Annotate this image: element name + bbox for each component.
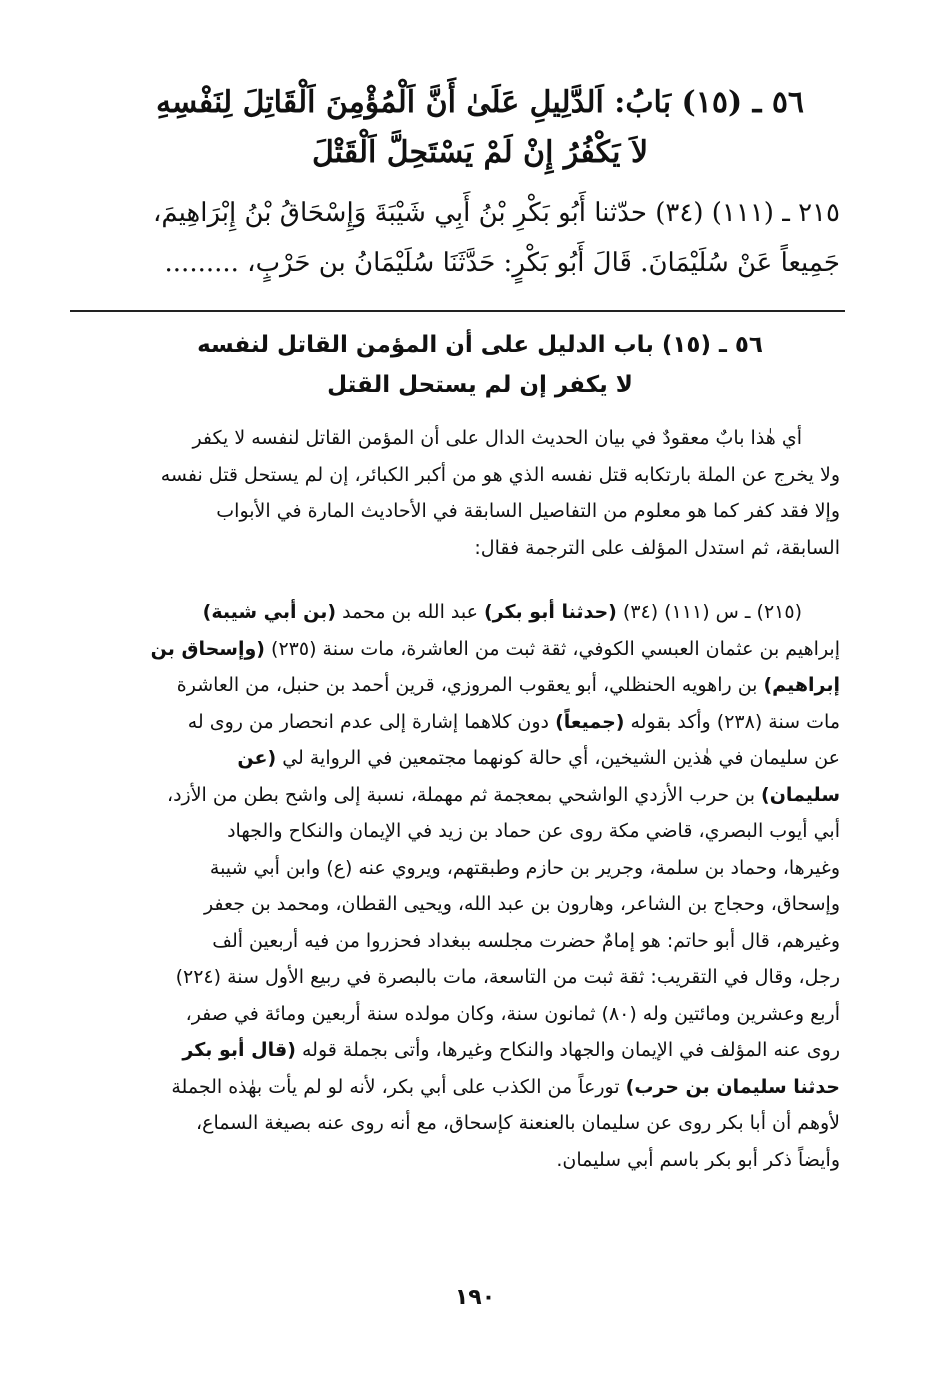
paragraph-line: وإلا فقد كفر كما هو معلوم من التفاصيل السابقة في الأحاديث المارة في الأبواب: [216, 500, 840, 522]
bold-quote: (عن: [237, 747, 277, 769]
paragraph-line: أي هٰذا بابٌ معقودٌ في بيان الحديث الدال على أن المؤمن القاتل لنفسه لا يكفر: [192, 427, 802, 449]
text-run: دون كلاهما إشارة إلى عدم انحصار من روى له: [187, 710, 556, 733]
paragraph-line: لأوهم أن أبا بكر روى عن سليمان بالعنعنة كإسحاق، مع أنه روى عنه بصيغة السماع،: [196, 1112, 840, 1134]
text-run: (٢١٥) ـ س (١١١) (٣٤): [616, 601, 802, 623]
bold-quote: سليمان): [761, 783, 840, 806]
paragraph-line: أبي أيوب البصري، قاضي مكة روى عن حماد بن زيد في الإيمان والنكاح والجهاد: [227, 820, 840, 842]
bold-quote: (بن أبي شيبة): [202, 601, 337, 623]
bold-quote: (قال أبو بكر: [182, 1039, 296, 1061]
paragraph-line: [70, 740, 840, 777]
paragraph-line: [70, 777, 840, 814]
paragraph-line: رجل، وقال في التقريب: ثقة ثبت من التاسعة، مات بالبصرة في ربيع الأول سنة (٢٢٤): [175, 966, 840, 988]
chapter-heading: [70, 78, 890, 178]
paragraph-line: وغيرها، وحماد بن سلمة، وجرير بن حازم وطبقتهم، ويروي عنه (ع) وابن أبي شيبة: [209, 856, 840, 879]
bold-quote: (وإسحاق بن: [150, 637, 265, 660]
commentary-heading: [70, 325, 890, 405]
text-run: عبد الله بن محمد: [336, 601, 484, 623]
bold-quote: إبراهيم): [763, 674, 840, 696]
text-run: مات سنة (٢٣٨) وأكد بقوله: [624, 710, 840, 733]
paragraph-line: وأيضاً ذكر أبو بكر باسم أبي سليمان.: [556, 1148, 840, 1171]
text-run: إبراهيم بن عثمان العبسي الكوفي، ثقة ثبت من العاشرة، مات سنة (٢٣٥): [265, 637, 840, 660]
commentary-heading-line-2: لا يكفر إن لم يستحل القتل: [327, 372, 633, 398]
text-run: عن سليمان في هٰذين الشيخين، أي حالة كونهما مجتمعين في الرواية لي: [276, 747, 840, 769]
paragraph-line: ولا يخرج عن الملة بارتكابه قتل نفسه الذي هو من أكبر الكبائر، إن لم يستحل قتل نفسه: [160, 463, 840, 486]
chapter-heading-line-2: لاَ يَكْفُرُ إِنْ لَمْ يَسْتَحِلَّ اَلْقَتْلَ: [311, 135, 649, 170]
text-run: بن حرب الأزدي الواشحي بمعجمة ثم مهملة، نسبة إلى واشح بطن من الأزد،: [166, 783, 762, 806]
paragraph-line: [70, 594, 840, 631]
paragraph-line: [70, 631, 840, 668]
hadith-line-1: ٢١٥ ـ (١١١) (٣٤) حدّثنا أَبُو بَكْرِ بْنُ أَبِي شَيْبَةَ وَإِسْحَاقُ بْنُ إِبْرَاهِيمَ،: [152, 198, 840, 228]
paragraph-line: [70, 1069, 840, 1106]
section-divider: [70, 310, 845, 312]
commentary-paragraph-1: [70, 420, 840, 566]
hadith-text: [70, 188, 840, 288]
commentary-heading-line-1: ٥٦ ـ (١٥) باب الدليل على أن المؤمن القاتل لنفسه: [197, 332, 763, 358]
hadith-line-2: جَمِيعاً عَنْ سُلَيْمَانَ. قَالَ أَبُو بَكْرٍ: حَدَّثَنَا سُلَيْمَانُ بن حَرْبٍ، .........: [164, 248, 840, 278]
paragraph-line: وإسحاق، وحجاج بن الشاعر، وهارون بن عبد الله، ويحيى القطان، ومحمد بن جعفر: [203, 893, 840, 915]
commentary-paragraph-2: [70, 594, 840, 1178]
text-run: روى عنه المؤلف في الإيمان والجهاد والنكاح وغيرها، وأتى بجملة قوله: [295, 1039, 840, 1061]
paragraph-line: [70, 704, 840, 741]
paragraph-line: السابقة، ثم استدل المؤلف على الترجمة فقال:: [474, 536, 840, 559]
paragraph-line: أربع وعشرين ومائتين وله (٨٠) ثمانون سنة، وكان مولده سنة أربعين ومائة في صفر،: [185, 1002, 840, 1025]
paragraph-line: [70, 1032, 840, 1069]
bold-quote: (حدثنا أبو بكر): [484, 601, 617, 623]
paragraph-line: [70, 667, 840, 704]
chapter-heading-line-1: ٥٦ ـ (١٥) بَابُ: اَلدَّلِيلِ عَلَىٰ أَنَّ اَلْمُؤْمِنَ اَلْقَاتِلَ لِنَفْسِهِ: [155, 85, 805, 120]
text-run: تورعاً من الكذب على أبي بكر، لأنه لو لم يأت بهٰذه الجملة: [171, 1075, 626, 1098]
text-run: بن راهويه الحنظلي، أبو يعقوب المروزي، قرين أحمد بن حنبل، من العاشرة: [176, 674, 764, 696]
paragraph-line: وغيرهم، قال أبو حاتم: هو إمامٌ حضرت مجلسه ببغداد فحزروا من فيه أربعين ألف: [212, 929, 840, 952]
bold-quote: حدثنا سليمان بن حرب): [625, 1075, 840, 1098]
bold-quote: (جميعاً): [555, 710, 625, 733]
page-number: ١٩٠: [454, 1285, 496, 1310]
